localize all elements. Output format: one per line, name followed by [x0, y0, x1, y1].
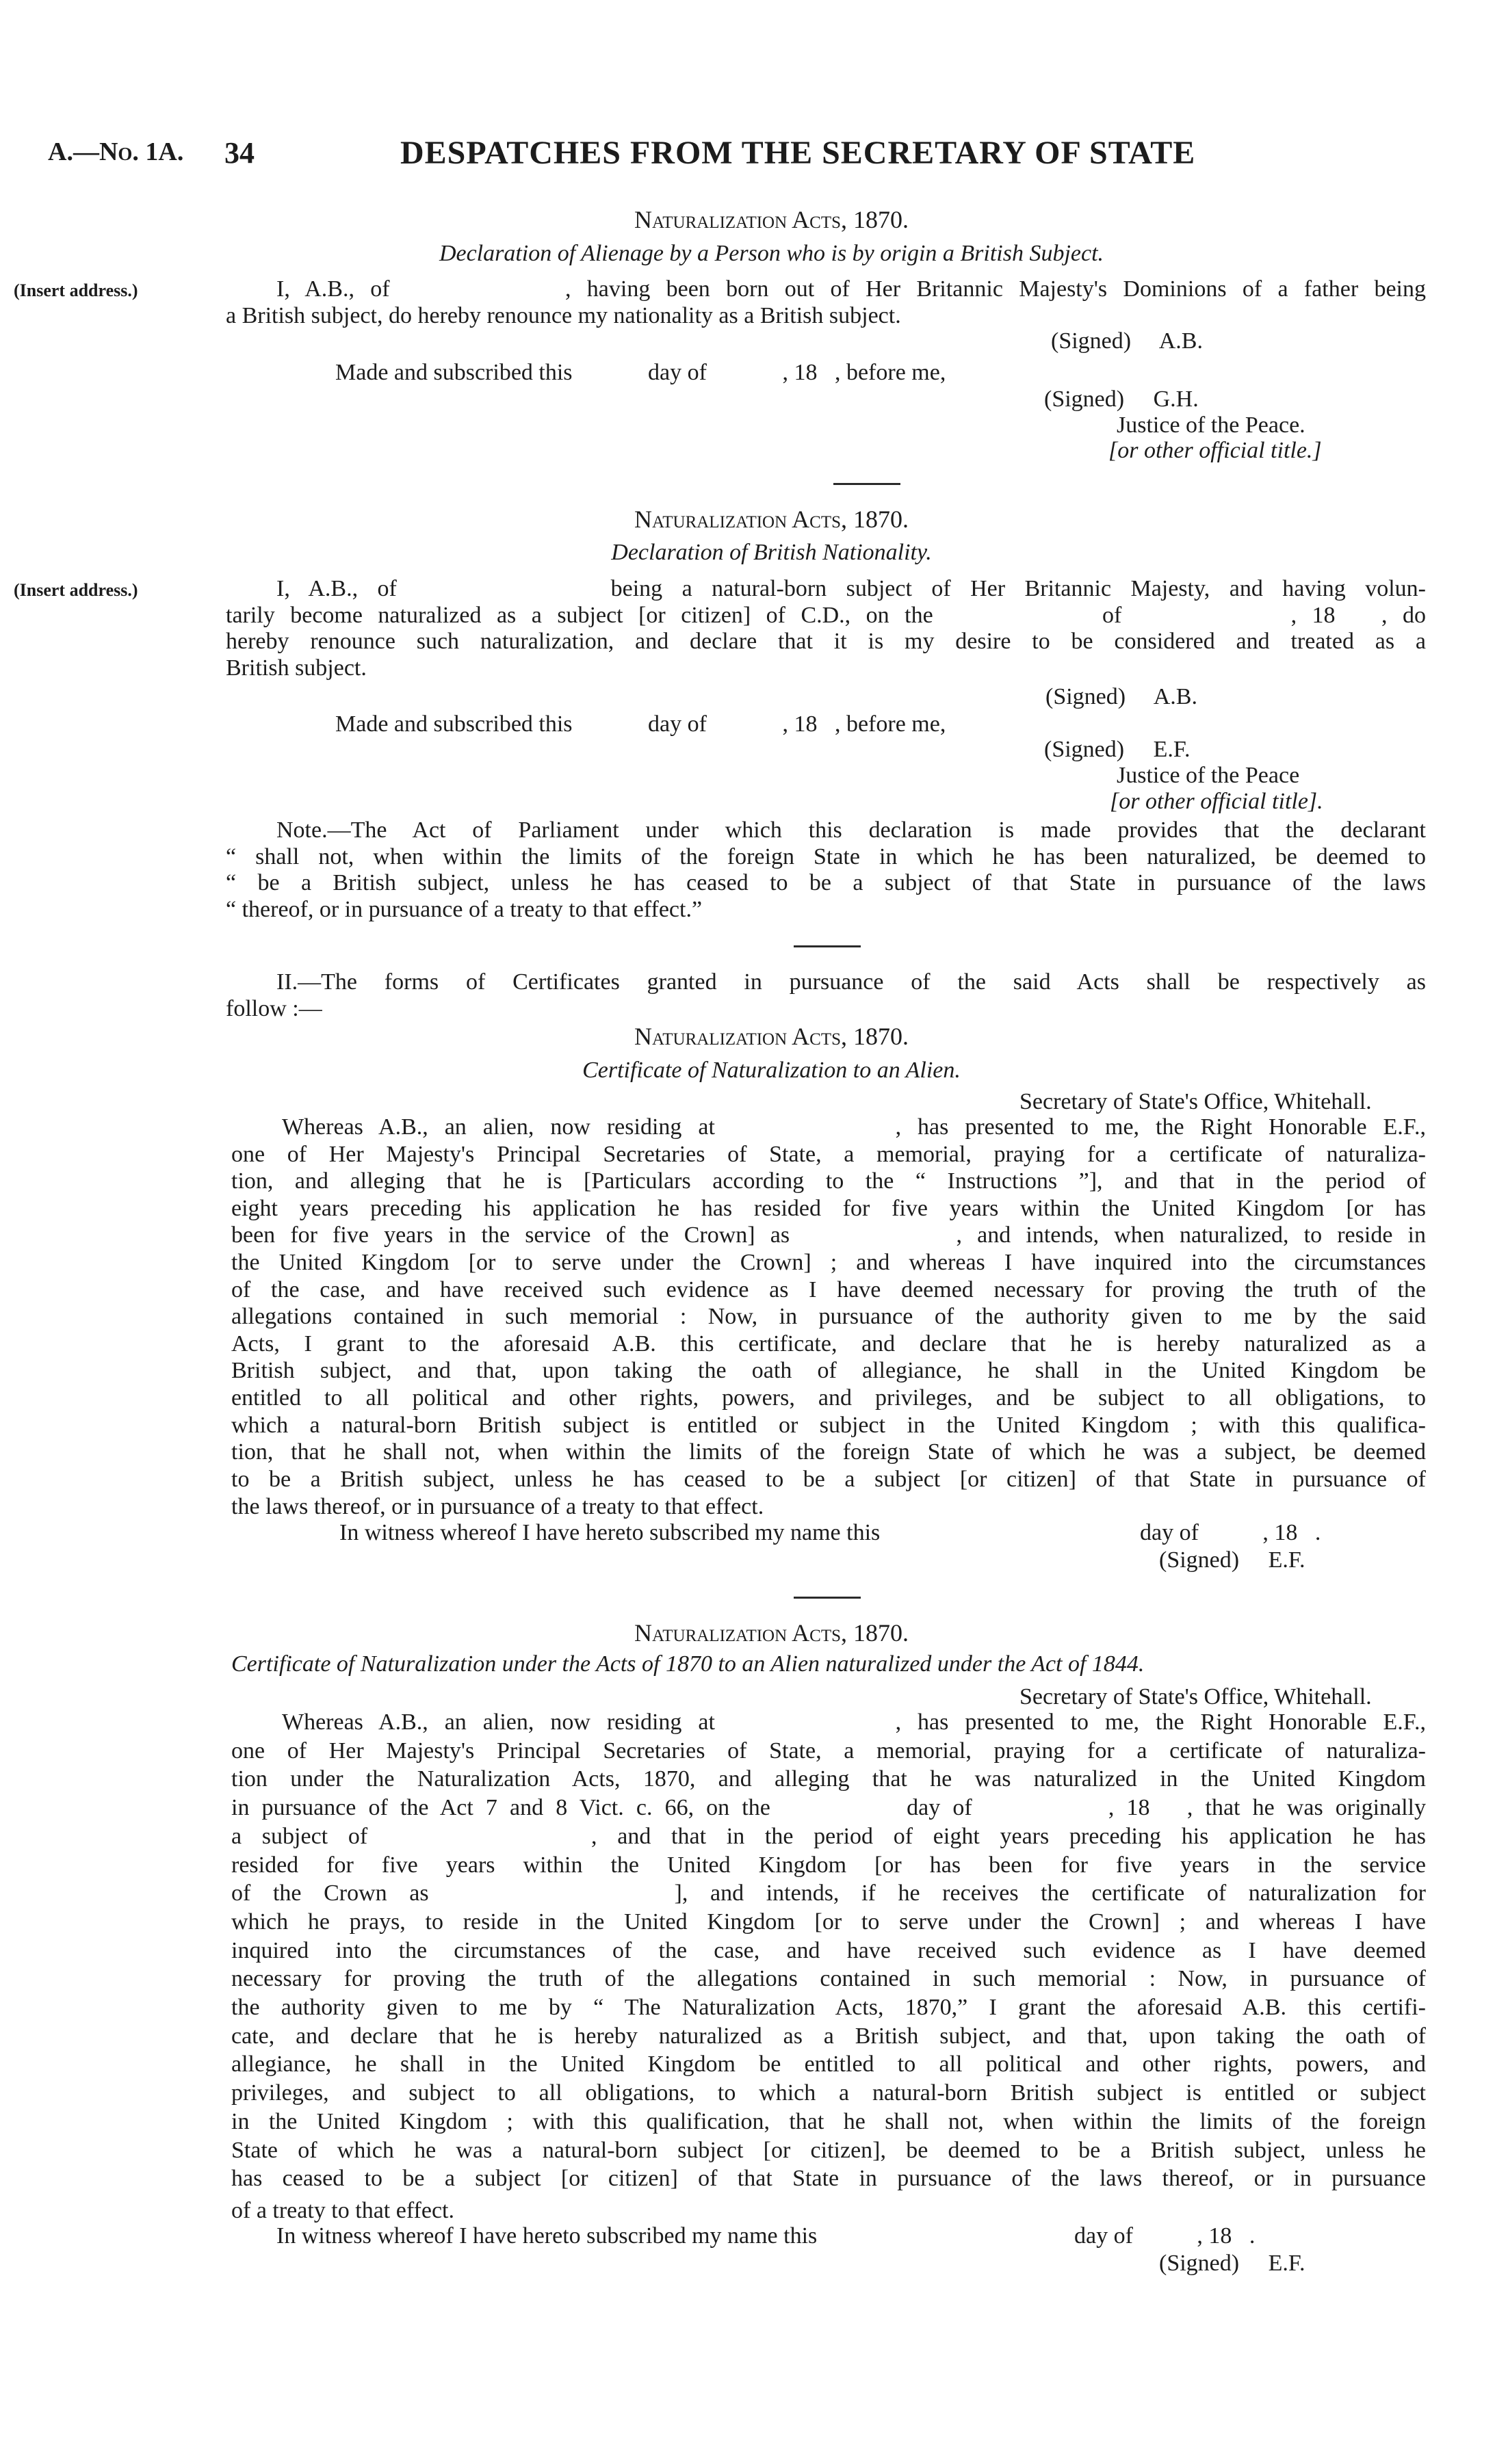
form2-justice: Justice of the Peace: [1117, 763, 1300, 788]
form2-signed-2: (Signed) E.F.: [1044, 737, 1191, 762]
cert1-line-6: the United Kingdom [or to serve under the Crown] ; and whereas I have inquired into the circumstances: [231, 1250, 1426, 1275]
cert1-day-of: day of , 18 .: [1140, 1520, 1321, 1545]
cert1-line-4: eight years preceding his application he has resided for five years within the United Kingdom [or has: [231, 1195, 1426, 1221]
cert2-last-line: of a treaty to that effect.: [231, 2198, 454, 2223]
form1-line-2: a British subject, do hereby renounce my nationality as a British subject.: [226, 303, 901, 328]
cert1-line-11: entitled to all political and other rights, powers, and privileges, and be subject to all obligations, to: [231, 1385, 1426, 1411]
cert2-line-11: the authority given to me by “ The Naturalization Acts, 1870,” I grant the aforesaid A.B. this certifi-: [231, 1995, 1426, 2020]
form2-heading: Naturalization Acts, 1870.: [634, 506, 909, 533]
page-title: DESPATCHES FROM THE SECRETARY OF STATE: [400, 135, 1196, 171]
form1-line-1: I, A.B., of , having been born out of Her Britannic Majesty's Dominions of a father being: [276, 276, 1426, 302]
cert1-line-13: tion, that he shall not, when within the limits of the foreign State of which he was a subject, be deemed: [231, 1439, 1426, 1465]
form1-subheading: Declaration of Alienage by a Person who is by origin a British Subject.: [439, 241, 1104, 266]
cert2-line-14: privileges, and subject to all obligations, to which a natural-born British subject is entitled or subject: [231, 2080, 1426, 2106]
cert1-heading: Naturalization Acts, 1870.: [634, 1023, 909, 1050]
document-reference: A.—No. 1A.: [48, 137, 184, 166]
divider-2: [794, 945, 861, 947]
cert1-line-12: which a natural-born British subject is entitled or subject in the United Kingdom ; with this qualifica-: [231, 1412, 1426, 1438]
cert2-line-1: Whereas A.B., an alien, now residing at , has presented to me, the Right Honorable E.F.,: [282, 1709, 1426, 1735]
section2-line-2: follow :—: [226, 996, 322, 1021]
divider-1: [833, 483, 900, 485]
form2-note-line-1: Note.—The Act of Parliament under which this declaration is made provides that the declarant: [276, 817, 1426, 843]
form1-margin-note: (Insert address.): [14, 280, 138, 300]
form2-line-3: hereby renounce such naturalization, and declare that it is my desire to be considered and treated as a: [226, 629, 1426, 654]
form2-margin-note: (Insert address.): [14, 580, 138, 600]
cert2-line-7: of the Crown as ], and intends, if he receives the certificate of naturalization for: [231, 1880, 1426, 1906]
cert1-office: Secretary of State's Office, Whitehall.: [1019, 1089, 1372, 1114]
form1-signed: (Signed) A.B.: [1051, 328, 1203, 354]
form2-note-line-3: “ be a British subject, unless he has ceased to be a subject of that State in pursuance of the laws: [226, 870, 1426, 895]
form1-official-title: [or other official title.]: [1108, 438, 1322, 463]
cert1-line-2: one of Her Majesty's Principal Secretaries of State, a memorial, praying for a certificate of naturaliza-: [231, 1141, 1426, 1167]
cert1-line-8: allegations contained in such memorial : Now, in pursuance of the authority given to me by the said: [231, 1304, 1426, 1330]
cert2-heading: Naturalization Acts, 1870.: [634, 1619, 909, 1647]
cert2-day-of: day of , 18 .: [1074, 2223, 1256, 2249]
cert2-line-17: has ceased to be a subject [or citizen] of that State in pursuance of the laws thereof, or in pursuance: [231, 2166, 1426, 2192]
cert2-line-2: one of Her Majesty's Principal Secretaries of State, a memorial, praying for a certificate of naturaliza-: [231, 1738, 1426, 1764]
cert1-subheading: Certificate of Naturalization to an Alien.: [582, 1058, 961, 1083]
cert1-signed: (Signed) E.F.: [1159, 1547, 1305, 1573]
form2-note-line-2: “ shall not, when within the limits of the foreign State in which he has been naturalized, be deemed to: [226, 844, 1426, 869]
divider-3: [794, 1597, 861, 1599]
cert1-line-9: Acts, I grant to the aforesaid A.B. this certificate, and declare that he is hereby naturalized as a: [231, 1331, 1426, 1356]
form2-note-line-4: “ thereof, or in pursuance of a treaty to that effect.”: [226, 897, 703, 922]
cert2-line-9: inquired into the circumstances of the case, and have received such evidence as I have deemed: [231, 1937, 1426, 1963]
page-number: 34: [224, 136, 255, 170]
cert1-line-1: Whereas A.B., an alien, now residing at , has presented to me, the Right Honorable E.F.,: [282, 1114, 1426, 1140]
cert1-last-line: the laws thereof, or in pursuance of a treaty to that effect.: [231, 1494, 764, 1519]
cert2-witness: In witness whereof I have hereto subscribed my name this: [276, 2223, 818, 2249]
form2-last-line: British subject.: [226, 655, 367, 681]
cert2-line-16: State of which he was a natural-born subject [or citizen], be deemed to be a British subject, unless he: [231, 2137, 1426, 2163]
section2-line-1: II.—The forms of Certificates granted in pursuance of the said Acts shall be respectively as: [276, 969, 1426, 995]
cert2-line-8: which he prays, to reside in the United Kingdom [or to serve under the Crown] ; and whereas I have: [231, 1909, 1426, 1935]
cert2-line-12: cate, and declare that he is hereby naturalized as a British subject, and that, upon taking the oath of: [231, 2023, 1426, 2049]
cert1-line-7: of the case, and have received such evidence as I have deemed necessary for proving the truth of the: [231, 1276, 1426, 1302]
form2-line-2: tarily become naturalized as a subject [or citizen] of C.D., on the of , 18 , do: [226, 603, 1426, 628]
cert1-line-14: to be a British subject, unless he has ceased to be a subject [or citizen] of that State in pursuance of: [231, 1466, 1426, 1492]
cert2-line-15: in the United Kingdom ; with this qualification, that he shall not, when within the limits of the foreign: [231, 2108, 1426, 2134]
form1-justice: Justice of the Peace.: [1117, 412, 1305, 438]
cert2-line-5: a subject of , and that in the period of eight years preceding his application he has: [231, 1823, 1426, 1849]
cert1-line-5: been for five years in the service of the Crown] as , and intends, when naturalized, to reside in: [231, 1222, 1426, 1248]
cert1-line-10: British subject, and that, upon taking the oath of allegiance, he shall in the United Kingdom be: [231, 1358, 1426, 1384]
form2-signed: (Signed) A.B.: [1045, 684, 1197, 709]
form2-made-line: Made and subscribed this day of , 18 , before me,: [335, 711, 946, 737]
cert2-subheading: Certificate of Naturalization under the Acts of 1870 to an Alien naturalized under the Act of 1844.: [231, 1651, 1145, 1677]
cert2-line-6: resided for five years within the United Kingdom [or has been for five years in the service: [231, 1852, 1426, 1878]
cert2-signed: (Signed) E.F.: [1159, 2251, 1305, 2276]
cert2-line-3: tion under the Naturalization Acts, 1870, and alleging that he was naturalized in the United Kingdom: [231, 1766, 1426, 1792]
cert2-line-13: allegiance, he shall in the United Kingdom be entitled to all political and other rights, powers, and: [231, 2052, 1426, 2078]
form2-subheading: Declaration of British Nationality.: [611, 540, 932, 565]
cert2-office: Secretary of State's Office, Whitehall.: [1019, 1684, 1372, 1709]
cert1-line-3: tion, and alleging that he is [Particulars according to the “ Instructions ”], and that in the period of: [231, 1168, 1426, 1194]
cert2-line-10: necessary for proving the truth of the allegations contained in such memorial : Now, in pursuance of: [231, 1966, 1426, 1992]
cert1-witness: In witness whereof I have hereto subscribed my name this: [339, 1520, 881, 1545]
form2-official-title: [or other official title].: [1110, 789, 1323, 814]
form1-signed-2: (Signed) G.H.: [1044, 386, 1199, 412]
form1-heading: Naturalization Acts, 1870.: [634, 206, 909, 233]
cert2-line-4: in pursuance of the Act 7 and 8 Vict. c. 66, on the day of , 18 , that he was originally: [231, 1795, 1426, 1821]
form1-made-line: Made and subscribed this day of , 18 , before me,: [335, 360, 946, 385]
form2-line-1: I, A.B., of being a natural-born subject of Her Britannic Majesty, and having volun-: [276, 576, 1426, 601]
